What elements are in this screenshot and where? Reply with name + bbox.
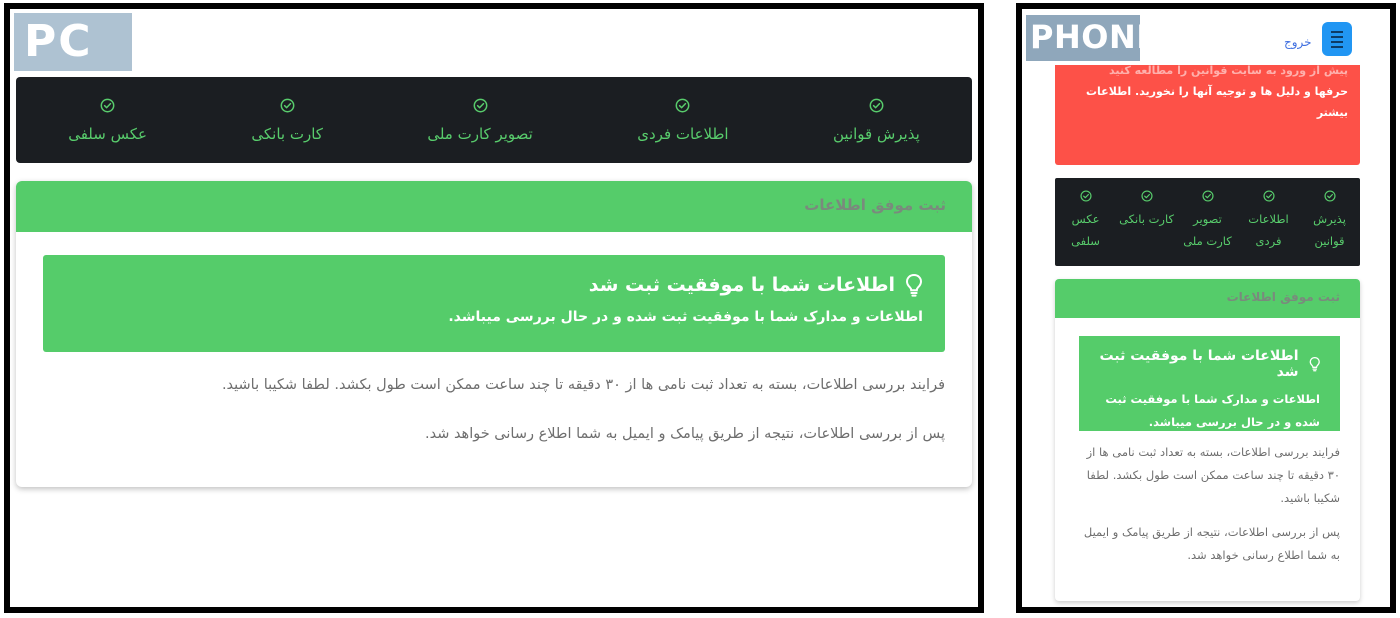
alert-text: اطلاعات و مدارک شما با موفقیت ثبت شده و در حال بررسی میباشد.: [448, 309, 923, 325]
rules-warning-banner: [1055, 65, 1360, 165]
step-bank-card: [251, 98, 323, 143]
success-alert: [1079, 336, 1340, 431]
review-duration-text: فرایند بررسی اطلاعات، بسته به تعداد ثبت نامی ها از ۳۰ دقیقه تا چند ساعت ممکن است طول بکشد. لطفا شکیبا باشید.: [1086, 445, 1340, 505]
notification-text: پس از بررسی اطلاعات، نتیجه از طریق پیامک و ایمیل به شما اطلاع رسانی خواهد شد.: [1083, 525, 1340, 562]
phone-screenshot-frame: [1016, 3, 1396, 613]
check-circle-icon: [280, 98, 295, 113]
alert-title: اطلاعات شما با موفقیت ثبت شد: [1099, 348, 1299, 380]
progress-steps-bar: [16, 77, 972, 163]
step-label: کارت بانکی: [1119, 212, 1174, 226]
step-label: عکس سلفی: [1071, 212, 1100, 248]
check-circle-icon: [869, 98, 884, 113]
step-label: اطلاعات فردی: [637, 124, 729, 143]
step-personal-info: [1241, 190, 1297, 266]
card-header: ثبت موفق اطلاعات: [1055, 279, 1360, 318]
step-label: پذیرش قوانین: [833, 124, 920, 143]
success-alert: [43, 255, 945, 352]
step-national-card: [427, 98, 533, 143]
step-label: تصویر کارت ملی: [1183, 212, 1232, 248]
success-card: [1055, 279, 1360, 601]
phone-label-badge: PHONE: [1026, 15, 1140, 61]
pc-label-badge: PC: [14, 13, 132, 71]
step-selfie: [1058, 190, 1114, 266]
alert-text: اطلاعات و مدارک شما با موفقیت ثبت شده و در حال بررسی میباشد.: [1105, 392, 1320, 429]
hamburger-menu-button[interactable]: [1322, 22, 1352, 56]
alert-title: اطلاعات شما با موفقیت ثبت شد: [588, 274, 895, 296]
hamburger-menu-icon: [1331, 31, 1343, 33]
step-label: عکس سلفی: [68, 124, 147, 143]
logout-link[interactable]: خروج: [1284, 35, 1312, 49]
step-rules: [1302, 190, 1358, 266]
step-label: کارت بانکی: [251, 124, 323, 143]
pc-screenshot-frame: [4, 3, 984, 613]
progress-steps-bar: [1055, 178, 1360, 266]
check-circle-icon: [1202, 190, 1214, 202]
notification-text: پس از بررسی اطلاعات، نتیجه از طریق پیامک و ایمیل به شما اطلاع رسانی خواهد شد.: [424, 426, 945, 442]
step-national-card: [1180, 190, 1236, 266]
check-circle-icon: [473, 98, 488, 113]
check-circle-icon: [100, 98, 115, 113]
step-rules: [833, 98, 920, 143]
check-circle-icon: [1141, 190, 1153, 202]
card-header: ثبت موفق اطلاعات: [16, 181, 972, 232]
banner-line: حرفها و دلیل ها و توجیه آنها را نخورید. اطلاعات: [1086, 85, 1348, 98]
success-card: [16, 181, 972, 487]
banner-line: پیش از ورود به سایت قوانین را مطالعه کنید: [1109, 64, 1348, 77]
step-bank-card: [1119, 190, 1175, 266]
step-personal-info: [637, 98, 728, 143]
step-label: اطلاعات فردی: [1248, 212, 1289, 248]
lightbulb-icon: [1309, 355, 1321, 373]
check-circle-icon: [1263, 190, 1275, 202]
banner-line[interactable]: بیشتر: [1316, 106, 1348, 119]
step-label: پذیرش قوانین: [1313, 212, 1346, 248]
check-circle-icon: [675, 98, 690, 113]
review-duration-text: فرایند بررسی اطلاعات، بسته به تعداد ثبت نامی ها از ۳۰ دقیقه تا چند ساعت ممکن است طول بکشد. لطفا شکیبا باشید.: [221, 377, 945, 393]
step-selfie: [68, 98, 147, 143]
step-label: تصویر کارت ملی: [427, 124, 533, 143]
lightbulb-icon: [905, 273, 923, 297]
check-circle-icon: [1324, 190, 1336, 202]
check-circle-icon: [1080, 190, 1092, 202]
